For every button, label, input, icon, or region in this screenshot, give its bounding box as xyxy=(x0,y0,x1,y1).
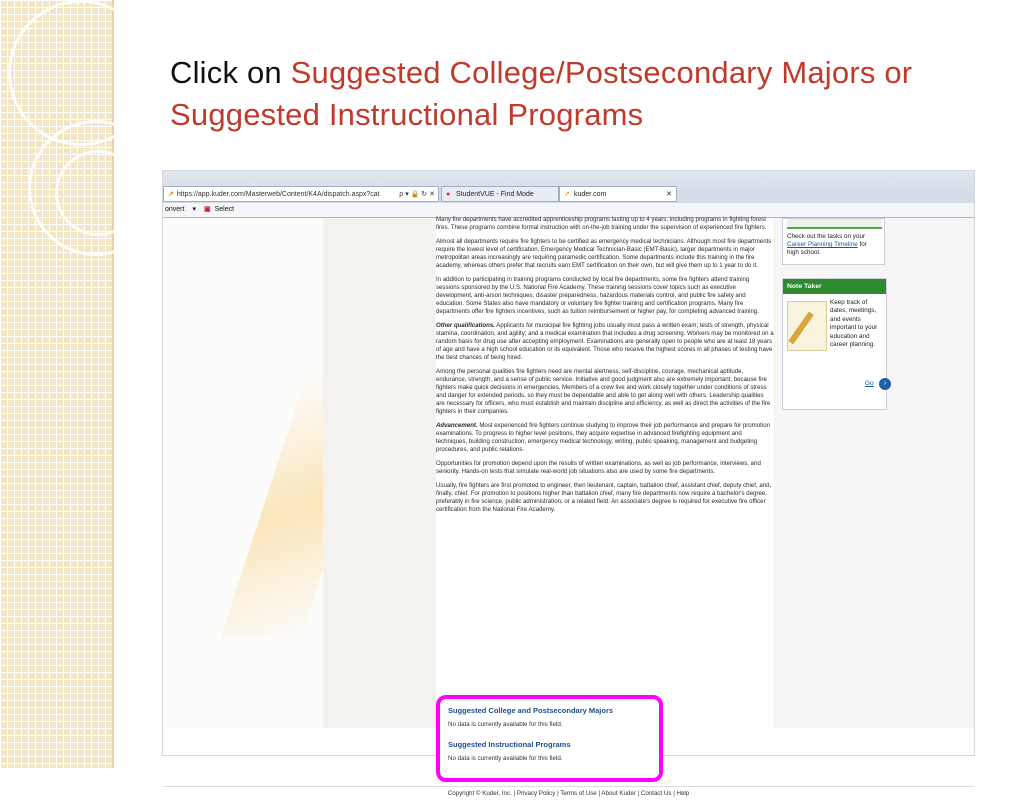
tab-kuder[interactable] xyxy=(559,186,677,202)
tasks-text: Check out the tasks on your xyxy=(787,233,866,240)
other-qualifications-text: Applicants for municipal fire fighting jobs usually must pass a written exam; tests of strength, physical stamina, coordination, and agility; and a medical examination that includes a drug screening. Workers may be monitored on a random basis for drug use after accepting employment. Examinations are generally open to people who are at least 18 years of age and have a high school education or its equivalent. Those who receive the highest scores in all phases of testing have the best chances of being hired. xyxy=(436,322,774,361)
slide-title xyxy=(170,52,1000,136)
studentvue-tab-icon: ● xyxy=(446,191,451,198)
article-paragraph: Many fire departments have accredited apprenticeship programs lasting up to 4 years, including programs in fighting forest fires. These programs combine formal instruction with on-the-job training under the supervision of experienced fire fighters. xyxy=(436,216,767,231)
address-url: https://app.kuder.com/Masterweb/Content/K4A/dispatch.aspx?cat xyxy=(176,191,380,198)
article-paragraph: Opportunities for promotion depend upon the results of written examinations, as well as job performance, interviews, and seniority. Hands-on tests that simulate real-world job situations also are used by some fire departments. xyxy=(436,460,761,475)
suggested-majors-highlight xyxy=(436,695,663,782)
article-paragraph: Usually, fire fighters are first promoted to engineer, then lieutenant, captain, battalion chief, assistant chief, deputy chief, and, finally, chief. For promotion to positions higher than battalion chief, many fire departments now require a bachelor's degree, preferably in fire science, public administration, or a related field. An associate's degree is required for executive fire officer certification from the National Fire Academy. xyxy=(436,482,772,513)
close-tab-icon[interactable]: ✕ xyxy=(666,191,672,198)
advancement-text: Most experienced fire fighters continue studying to improve their job performance and prepare for promotion examinations. To progress to higher level positions, they acquire expertise in advanced firefighting equipment and techniques, building construction, emergency medical technology, writing, public speaking, management and budgeting procedures, and public relations. xyxy=(436,422,770,453)
tab-label: StudentVUE - Find Mode xyxy=(456,191,534,198)
panel-accent-bar xyxy=(787,219,882,229)
kuder-tab-icon: ↗ xyxy=(564,191,570,198)
tab-studentvue[interactable] xyxy=(441,186,559,202)
go-arrow-icon[interactable]: › xyxy=(879,378,891,390)
instructional-programs-no-data: No data is currently available for this field. xyxy=(448,755,563,762)
chevron-down-icon[interactable]: ▾ xyxy=(192,206,196,213)
decorative-ring xyxy=(55,150,141,236)
other-qualifications-label: Other qualifications. xyxy=(436,322,495,329)
go-link[interactable]: Go xyxy=(865,380,874,387)
command-bar xyxy=(163,203,974,217)
tasks-tail: for high school. xyxy=(787,241,867,256)
address-controls[interactable]: ρ ▾ 🔒 ↻ ✕ xyxy=(399,191,435,198)
note-taker-panel xyxy=(782,278,887,410)
slide-title-plain: Click on xyxy=(170,55,291,90)
article-paragraph: In addition to participating in training programs conducted by local fire departments, some fire fighters attend training sessions sponsored by the U.S. National Fire Academy. These training sessions cover topics such as executive development, anti-arson techniques, disaster preparedness, hazardous materials control, and public fire safety and education. Some States also have mandatory or voluntary fire fighter training and certification programs. Many fire departments offer fire fighters incentives, such as tuition reimbursement or higher pay, for completing advanced training. xyxy=(436,276,759,315)
note-taker-description: Keep track of dates, meetings, and events important to your education and career planning. xyxy=(830,299,878,349)
advancement-label: Advancement. xyxy=(436,422,478,429)
browser-screenshot xyxy=(162,170,975,797)
college-majors-no-data: No data is currently available for this field. xyxy=(448,721,563,728)
notepad-icon xyxy=(787,301,827,351)
suggested-college-majors-link[interactable]: Suggested College and Postsecondary Majors xyxy=(448,706,614,715)
career-planning-timeline-link[interactable]: Career Planning Timeline xyxy=(787,241,858,248)
page-footer: Copyright © Kuder, Inc. | Privacy Policy | Terms of Use | About Kuder | Contact Us | Help xyxy=(163,786,974,801)
article-paragraph xyxy=(436,422,774,454)
article-paragraph: Almost all departments require fire fighters to be certified as emergency medical technicians. Although most fire departments require the lowest level of certification, Emergency Medical Technician-Basic (EMT-Basic), larger departments in major metropolitan areas increasingly are requiring paramedic certification. Some departments include this training in the fire academy, whereas others prefer that recruits earn EMT certification on their own, but will give them up to 1 year to do it. xyxy=(436,238,772,269)
address-bar[interactable] xyxy=(163,186,439,202)
tab-label: kuder.com xyxy=(574,191,607,198)
kuder-page xyxy=(163,216,974,797)
suggested-instructional-programs-link[interactable]: Suggested Instructional Programs xyxy=(448,740,571,749)
convert-button[interactable]: onvert xyxy=(165,206,185,213)
browser-chrome xyxy=(163,171,974,218)
career-planning-panel xyxy=(782,218,885,265)
select-icon: ▣ xyxy=(203,206,211,213)
article-paragraph: Among the personal qualities fire fighters need are mental alertness, self-discipline, courage, mechanical aptitude, endurance, strength, and a sense of public service. Initiative and good judgment also are extremely important, because fire fighters make quick decisions in emergencies. Members of a crew live and work closely together under conditions of stress and danger for extended periods, so they must be dependable and able to get along well with others. Leadership qualities are necessary for officers, who must establish and maintain discipline and efficiency, as well as direct the activities of the fire fighters in their companies. xyxy=(436,368,771,415)
pencil-icon xyxy=(788,312,814,345)
occupation-article xyxy=(436,218,774,728)
note-taker-title: Note Taker xyxy=(783,279,886,294)
select-button[interactable]: Select xyxy=(214,206,235,213)
slide-title-highlight: Suggested College/Postsecondary Majors or Suggested Instructional Programs xyxy=(170,55,913,132)
page-favicon-icon: ↗ xyxy=(168,191,174,198)
article-paragraph xyxy=(436,322,774,362)
